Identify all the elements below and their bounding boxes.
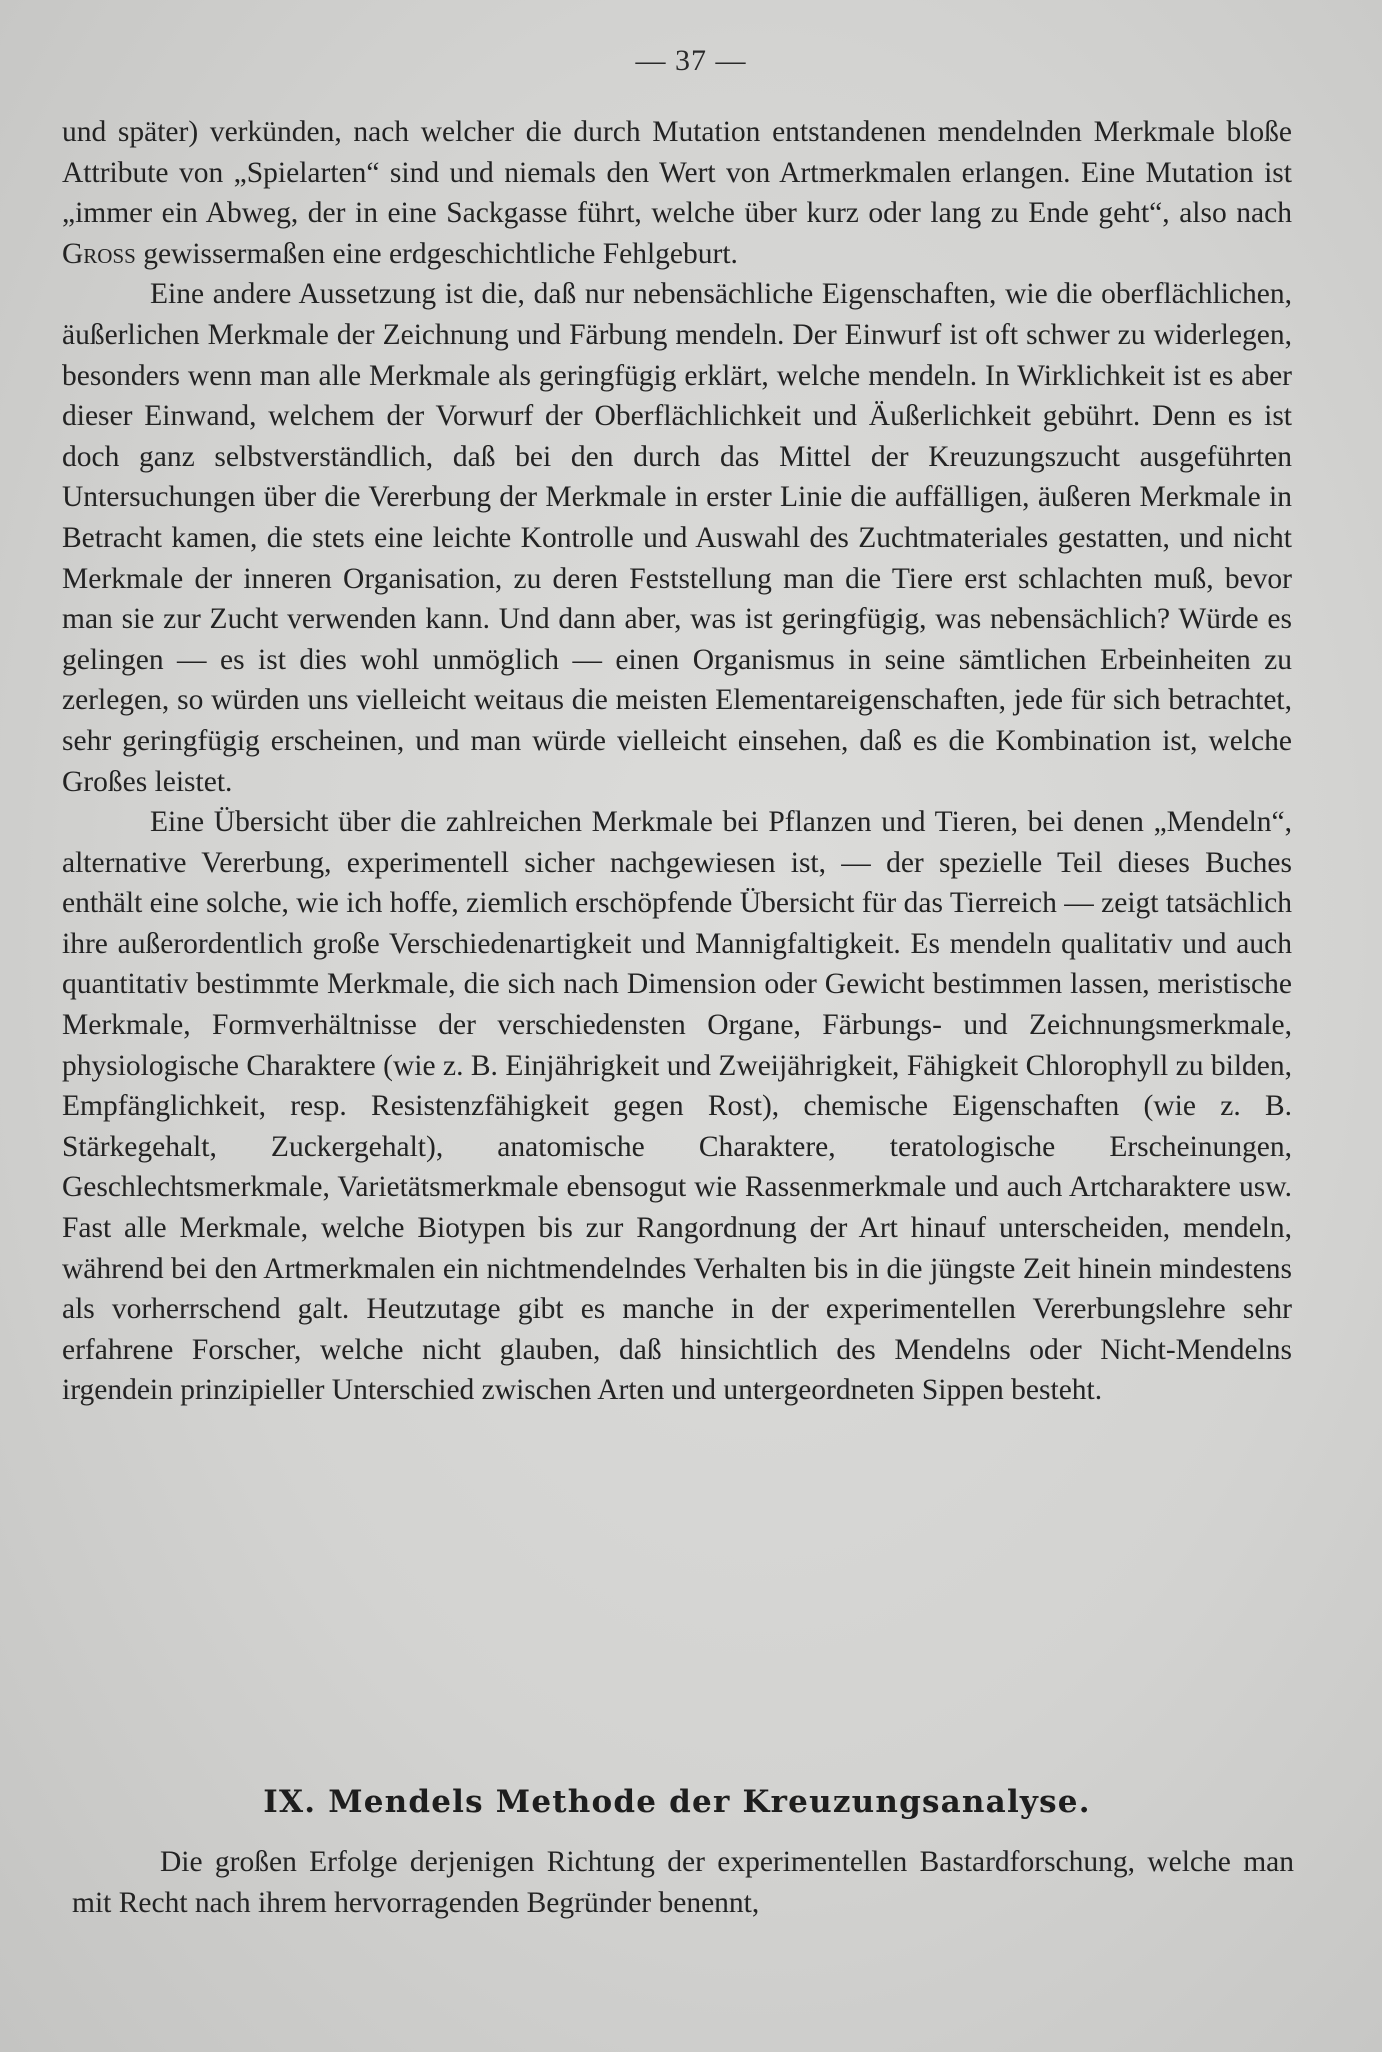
paragraph-1-text-after: gewissermaßen eine erdgeschichtliche Fehlgeburt. — [135, 237, 738, 270]
paragraph-3: Eine Übersicht über die zahlreichen Merkmale bei Pflanzen und Tieren, bei denen „Mendeln“, alternative Vererbung, experimentell sicher nachgewiesen ist, — der spezielle Teil dieses Buches enthält eine solche, wie ich hoffe, ziemlich erschöpfende Übersicht für das Tierreich — zeigt tatsächlich ihre außerordentlich große Verschiedenartigkeit und Mannigfaltigkeit. Es mendeln qualitativ und auch quantitativ bestimmte Merkmale, die sich nach Dimension oder Gewicht bestimmen lassen, meristische Merkmale, Formverhältnisse der verschiedensten Organe, Färbungs- und Zeichnungsmerkmale, physiologische Charaktere (wie z. B. Einjährigkeit und Zweijährigkeit, Fähigkeit Chlorophyll zu bilden, Empfänglichkeit, resp. Resistenzfähigkeit gegen Rost), chemische Eigenschaften (wie z. B. Stärkegehalt, Zuckergehalt), anatomische Charaktere, teratologische Erscheinungen, Geschlechtsmerkmale, Varietätsmerkmale ebensogut wie Rassenmerkmale und auch Artcharaktere usw. Fast alle Merkmale, welche Biotypen bis zur Rangordnung der Art hinauf unterscheiden, mendeln, während bei den Artmerkmalen ein nichtmendelndes Verhalten bis in die jüngste Zeit hinein mindestens als vorherrschend galt. Heutzutage gibt es manche in der experimentellen Vererbungslehre sehr erfahrene Forscher, welche nicht glauben, daß hinsichtlich des Mendelns oder Nicht-Mendelns irgendein prinzipieller Unterschied zwischen Arten und untergeordneten Sippen besteht. — [62, 806, 1292, 1407]
paragraph-1-text: und später) verkünden, nach welcher die durch Mutation entstandenen mendelnden Merkmale bloße Attribute von „Spielarten“ sind und niemals den Wert von Artmerkmalen erlangen. Eine Mutation ist „immer ein Abweg, der in eine Sackgasse führt, welche über kurz oder lang zu Ende geht“, also nach — [62, 116, 1292, 230]
body-text — [62, 112, 1292, 1411]
paragraph-1 — [62, 112, 1292, 274]
section-body-text — [72, 1842, 1294, 1924]
paragraph-2: Eine andere Aussetzung ist die, daß nur nebensächliche Eigenschaften, wie die oberflächlichen, äußerlichen Merkmale der Zeichnung und Färbung mendeln. Der Einwurf ist oft schwer zu widerlegen, besonders wenn man alle Merkmale als geringfügig erklärt, welche mendeln. In Wirklichkeit ist es aber dieser Einwand, welchem der Vorwurf der Oberflächlichkeit und Äußerlichkeit gebührt. Denn es ist doch ganz selbstverständlich, daß bei den durch das Mittel der Kreuzungszucht ausgeführten Untersuchungen über die Vererbung der Merkmale in erster Linie die auffälligen, äußeren Merkmale in Betracht kamen, die stets eine leichte Kontrolle und Auswahl des Zuchtmateriales gestatten, und nicht Merkmale der inneren Organisation, zu deren Feststellung man die Tiere erst schlachten muß, bevor man sie zur Zucht verwenden kann. Und dann aber, was ist geringfügig, was nebensächlich? Würde es gelingen — es ist dies wohl unmöglich — einen Organismus in seine sämtlichen Erbeinheiten zu zerlegen, so würden uns vielleicht weitaus die meisten Elementareigenschaften, jede für sich betrachtet, sehr geringfügig erscheinen, und man würde vielleicht einsehen, daß es die Kombination ist, welche Großes leistet. — [62, 278, 1292, 798]
section-heading: IX. Mendels Methode der Kreuzungsanalyse. — [263, 1784, 1091, 1820]
author-name-gross: Gross — [62, 237, 136, 270]
section-paragraph-1: Die großen Erfolge derjenigen Richtung der experimentellen Bastardforschung, welche man mit Recht nach ihrem hervorragenden Begründer benennt, — [72, 1846, 1294, 1919]
page-number: — 37 — — [635, 44, 747, 77]
